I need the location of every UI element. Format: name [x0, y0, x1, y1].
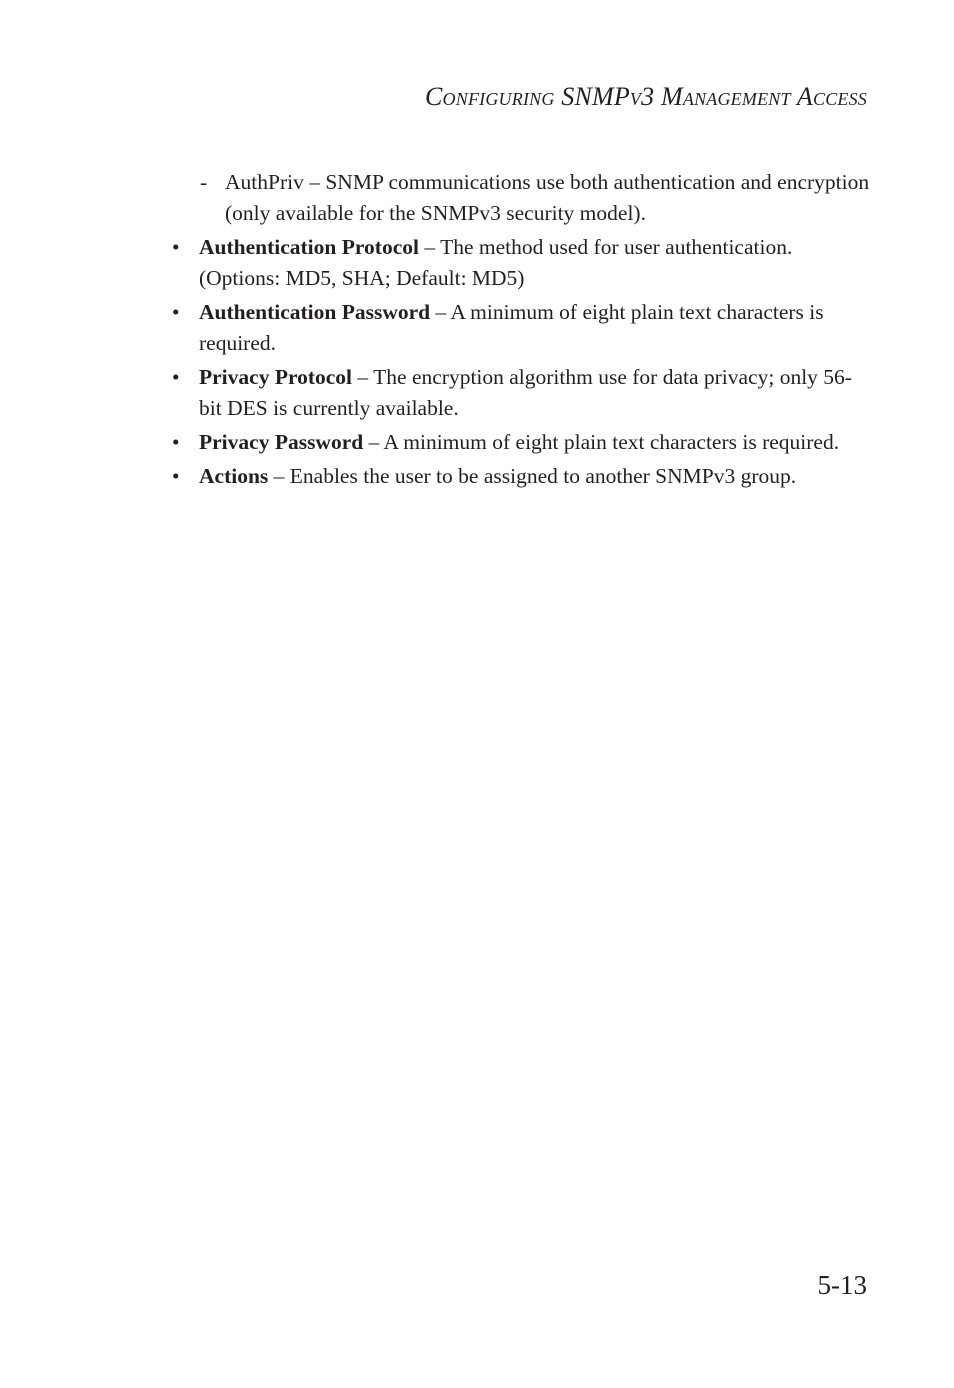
item-term: Actions — [199, 464, 269, 488]
sub-item-text: AuthPriv – SNMP communications use both authentication and encryption (only available for the SNMPv3 security model). — [225, 170, 870, 225]
item-description: – The encryption algorithm use for data privacy; only 56-bit DES is currently available. — [199, 365, 852, 420]
item-term: Authentication Protocol — [199, 235, 419, 259]
item-description: – The method used for user authentication. (Options: MD5, SHA; Default: MD5) — [199, 235, 793, 290]
list-item-authentication-password — [172, 297, 872, 359]
list-sub-item-authpriv — [172, 167, 872, 229]
item-description: – A minimum of eight plain text characters is required. — [363, 430, 840, 454]
item-term: Authentication Password — [199, 300, 431, 324]
running-header: Configuring SNMPv3 Management Access — [425, 82, 867, 111]
item-term: Privacy Protocol — [199, 365, 353, 389]
item-description: – A minimum of eight plain text characters is required. — [199, 300, 824, 355]
list-item-actions — [172, 461, 872, 492]
bullet-marker: • — [172, 430, 180, 454]
bullet-marker: • — [172, 300, 180, 324]
page-number: 5-13 — [817, 1270, 867, 1300]
bullet-marker: • — [172, 235, 180, 259]
list-item-privacy-protocol — [172, 362, 872, 424]
list-item-authentication-protocol — [172, 232, 872, 294]
field-description-list — [172, 167, 872, 495]
list-item-privacy-password — [172, 427, 872, 458]
item-term: Privacy Password — [199, 430, 364, 454]
dash-marker: - — [200, 170, 208, 194]
item-description: – Enables the user to be assigned to another SNMPv3 group. — [268, 464, 797, 488]
bullet-marker: • — [172, 464, 180, 488]
bullet-marker: • — [172, 365, 180, 389]
